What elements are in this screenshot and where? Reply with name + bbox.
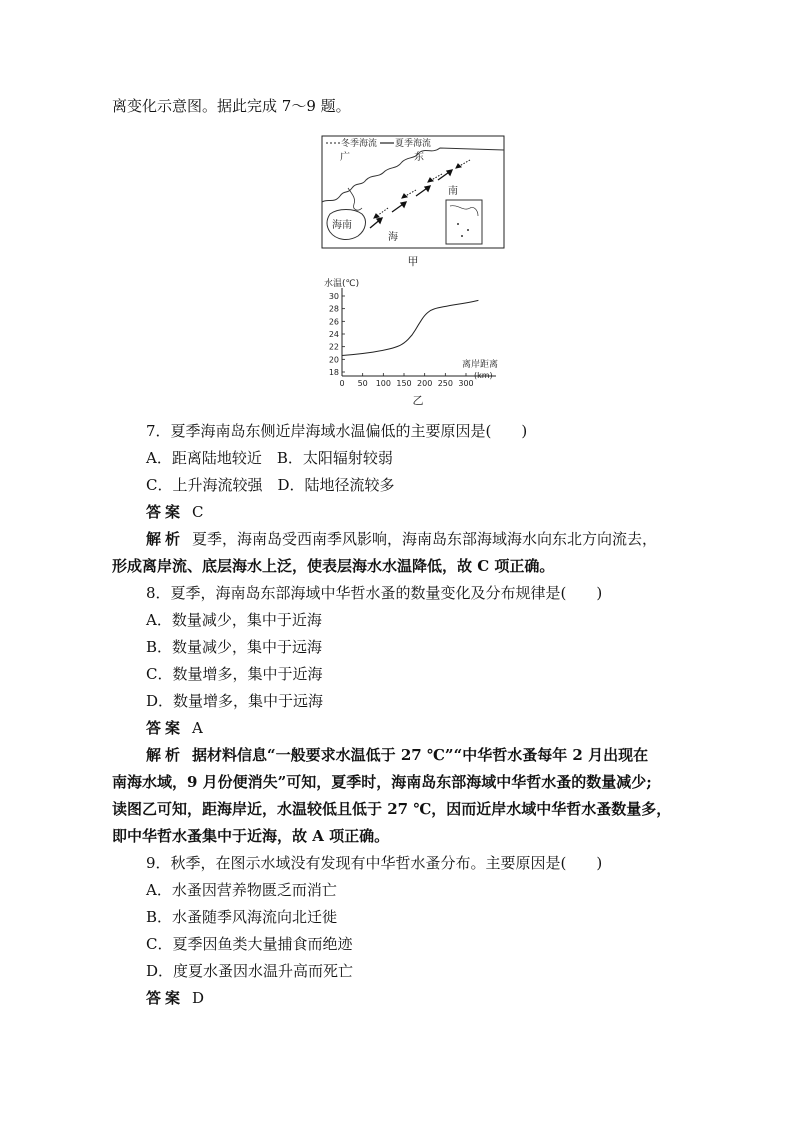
intro-text: 离变化示意图。据此完成 7～9 题。 [112,97,351,115]
q9-option-c: C．夏季因鱼类大量捕食而绝迹 [146,935,353,953]
chart-ylabel: 水温(℃) [324,279,360,289]
y-tick-label: 26 [328,317,339,327]
legend-winter: 冬季海流 [341,139,378,149]
x-tick-label: 200 [417,379,433,388]
q9-option-d: D．度夏水蚤因水温升高而死亡 [146,962,354,980]
q8-answer-label: 答案 [146,719,185,737]
q7-answer-value: C [192,503,204,521]
y-tick-label: 30 [328,292,339,301]
q8-analysis-4: 即中华哲水蚤集中于近海，故 A 项正确。 [112,827,390,845]
q7-analysis-1 [146,529,716,549]
q8-analysis-2: 南海水域，9 月份便消失”可知，夏季时，海南岛东部海域中华哲水蚤的数量减少; [112,773,652,791]
coastline-inlet [348,188,362,210]
label-sea-1: 南 [448,186,458,197]
x-tick-label: 100 [375,379,391,388]
q7-options-cd: C．上升海流较强 D．陆地径流较多 [146,476,395,494]
caption-jia: 甲 [407,255,419,268]
q8-analysis-3: 读图乙可知，距海岸近，水温较低且低于 27 ℃，因而近岸水域中华哲水蚤数量多， [112,800,672,818]
q8-analysis-text-1: 据材料信息“一般要求水温低于 27 ℃”“中华哲水蚤每年 2 月出现在 [192,746,649,764]
q8-option-c: C．数量增多，集中于近海 [146,665,323,683]
x-tick-label: 50 [357,379,368,388]
q8-option-a: A．数量减少，集中于近海 [146,611,322,629]
q8-option-d: D．数量增多，集中于远海 [146,692,324,710]
y-tick-label: 28 [328,304,339,314]
q7-analysis-label: 解析 [146,530,185,548]
q8-analysis-label: 解析 [146,746,185,764]
q7-options-ab: A．距离陆地较近 B．太阳辐射较弱 [146,449,393,467]
summer-current-arrows [370,170,452,228]
q7-answer-label: 答案 [146,503,185,521]
label-sea-2: 海 [388,232,398,243]
q9-option-a: A．水蚤因营养物匮乏而消亡 [146,881,337,899]
q9-option-b: B．水蚤随季风海流向北迁徙 [146,908,338,926]
q8-analysis-1 [146,745,716,765]
x-tick-label: 300 [458,379,474,388]
q9-answer [146,988,716,1008]
q8-answer [146,718,716,738]
water-temp-line [342,300,478,355]
x-tick-label: 250 [437,379,453,388]
chart-xlabel: 离岸距离 [462,360,499,370]
label-guangdong-1: 广 [340,152,350,163]
label-hainan: 海南 [332,220,352,231]
q7-analysis-2: 形成离岸流、底层海水上泛，使表层海水水温降低，故 C 项正确。 [112,557,555,575]
map-figure-jia [318,132,508,272]
q9-stem: 9．秋季，在图示水域没有发现有中华哲水蚤分布。主要原因是( ) [146,854,603,872]
q9-answer-label: 答案 [146,989,185,1007]
y-tick-label: 18 [328,368,339,377]
chart-xunit: (km) [474,371,493,380]
q7-analysis-text-1: 夏季，海南岛受西南季风影响，海南岛东部海域海水向东北方向流去， [192,530,658,548]
q8-stem: 8．夏季，海南岛东部海域中华哲水蚤的数量变化及分布规律是( ) [146,584,603,602]
q8-option-b: B．数量减少，集中于远海 [146,638,323,656]
label-guangdong-2: 东 [414,152,424,163]
legend-summer: 夏季海流 [395,139,432,149]
y-tick-label: 24 [328,330,339,339]
q7-answer [146,502,716,522]
water-temp-chart-yi [316,272,516,408]
x-tick-label: 0 [339,379,345,388]
q9-answer-value: D [192,989,205,1007]
q7-stem: 7．夏季海南岛东侧近岸海域水温偏低的主要原因是( ) [146,422,528,440]
y-tick-label: 20 [328,355,339,365]
caption-yi: 乙 [412,394,424,407]
x-tick-label: 150 [396,379,412,388]
y-tick-label: 22 [328,342,339,352]
q8-answer-value: A [192,719,203,737]
